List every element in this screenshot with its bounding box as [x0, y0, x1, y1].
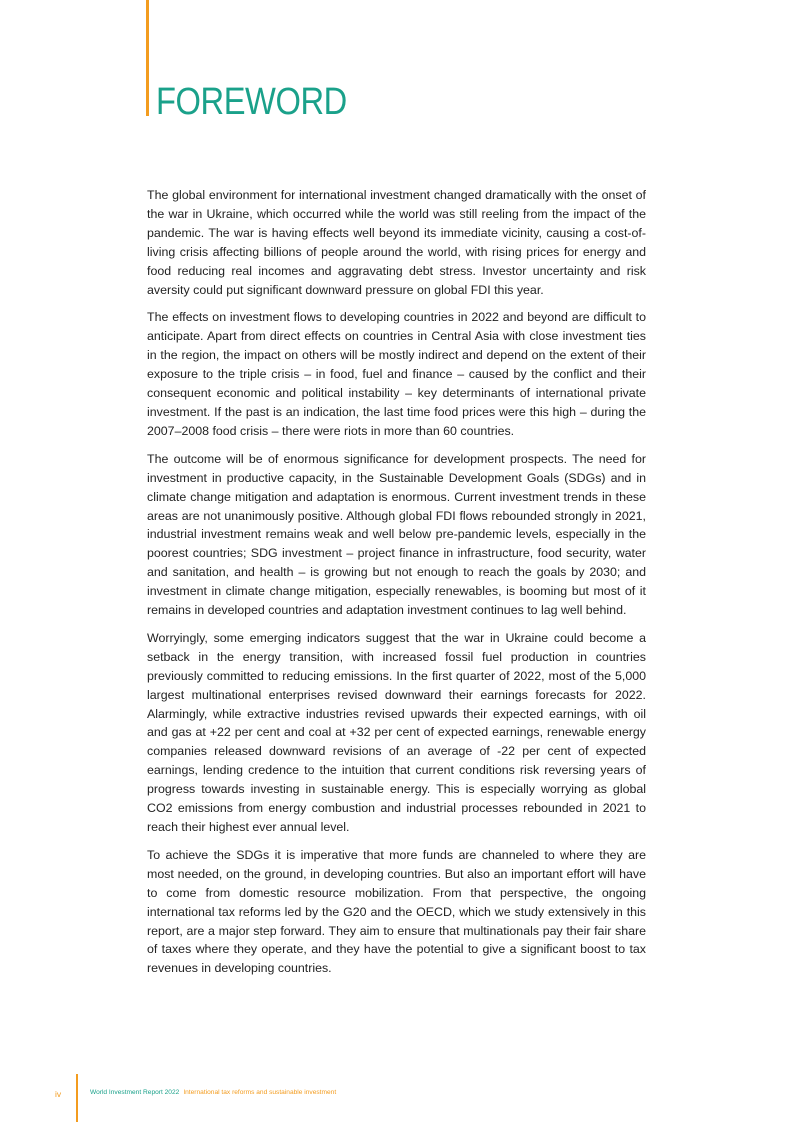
page-title: FOREWORD: [156, 81, 347, 123]
paragraph-2: The effects on investment flows to developing countries in 2022 and beyond are difficult to anticipate. Apart from direct effects on countries in Central Asia with close investment ties in the region, the impact on others will be mostly indirect and depend on the extent of their exposure to the triple crisis – in food, fuel and finance – caused by the conflict and their consequent economic and political instability – key determinants of international private investment. If the past is an indication, the last time food prices were this high – during the 2007–2008 food crisis – there were riots in more than 60 countries.: [147, 310, 646, 438]
paragraph-5: To achieve the SDGs it is imperative that more funds are channeled to where they are most needed, on the ground, in developing countries. But also an important effort will have to come from domestic resource mobilization. From that perspective, the ongoing international tax reforms led by the G20 and the OECD, which we study extensively in this report, are a major step forward. They aim to ensure that multinationals pay their fair share of taxes where they operate, and they have the potential to give a significant boost to tax revenues in developing countries.: [147, 847, 646, 976]
title-accent-bar: [146, 0, 149, 116]
paragraph-3: The outcome will be of enormous significance for development prospects. The need for investment in productive capacity, in the Sustainable Development Goals (SDGs) and in climate change mitigation and adaptation is enormous. Current investment trends in these areas are not unanimously positive. Although global FDI flows rebounded strongly in 2021, industrial investment remains weak and well below pre-pandemic levels, especially in the poorest countries; SDG investment – project finance in infrastructure, food security, water and sanitation, and health – is growing but not enough to reach the goals by 2030; and investment in climate change mitigation, especially renewables, is booming but most of it remains in developed countries and adaptation investment continues to lag well behind.: [147, 451, 646, 618]
footer-report-subtitle: International tax reforms and sustainable investment: [183, 1089, 337, 1096]
page-number: iv: [55, 1089, 62, 1099]
footer-report-title: World Investment Report 2022: [90, 1089, 180, 1096]
footer-divider: [76, 1074, 78, 1122]
paragraph-1: The global environment for international investment changed dramatically with the onset of the war in Ukraine, which occurred while the world was still reeling from the impact of the pandemic. The war is having effects well beyond its immediate vicinity, causing a cost-of-living crisis affecting billions of people around the world, with rising prices for energy and food reducing real incomes and aggravating debt stress. Investor uncertainty and risk aversity could put significant downward pressure on global FDI this year.: [147, 188, 646, 297]
paragraph-4: Worryingly, some emerging indicators suggest that the war in Ukraine could become a setback in the energy transition, with increased fossil fuel production in countries previously committed to reducing emissions. In the first quarter of 2022, most of the 5,000 largest multinational enterprises revised downward their earnings forecasts for 2022. Alarmingly, while extractive industries revised upwards their expected earnings, with oil and gas at +22 per cent and coal at +32 per cent of expected earnings, renewable energy companies released downward revisions of an average of -22 per cent of expected earnings, lending credence to the intuition that current conditions risk reversing years of progress towards investing in sustainable energy. This is especially worrying as global CO2 emissions from energy combustion and industrial processes rebounded in 2021 to reach their highest ever annual level.: [147, 630, 646, 834]
running-footer: [90, 1089, 336, 1097]
foreword-body: [147, 186, 646, 987]
